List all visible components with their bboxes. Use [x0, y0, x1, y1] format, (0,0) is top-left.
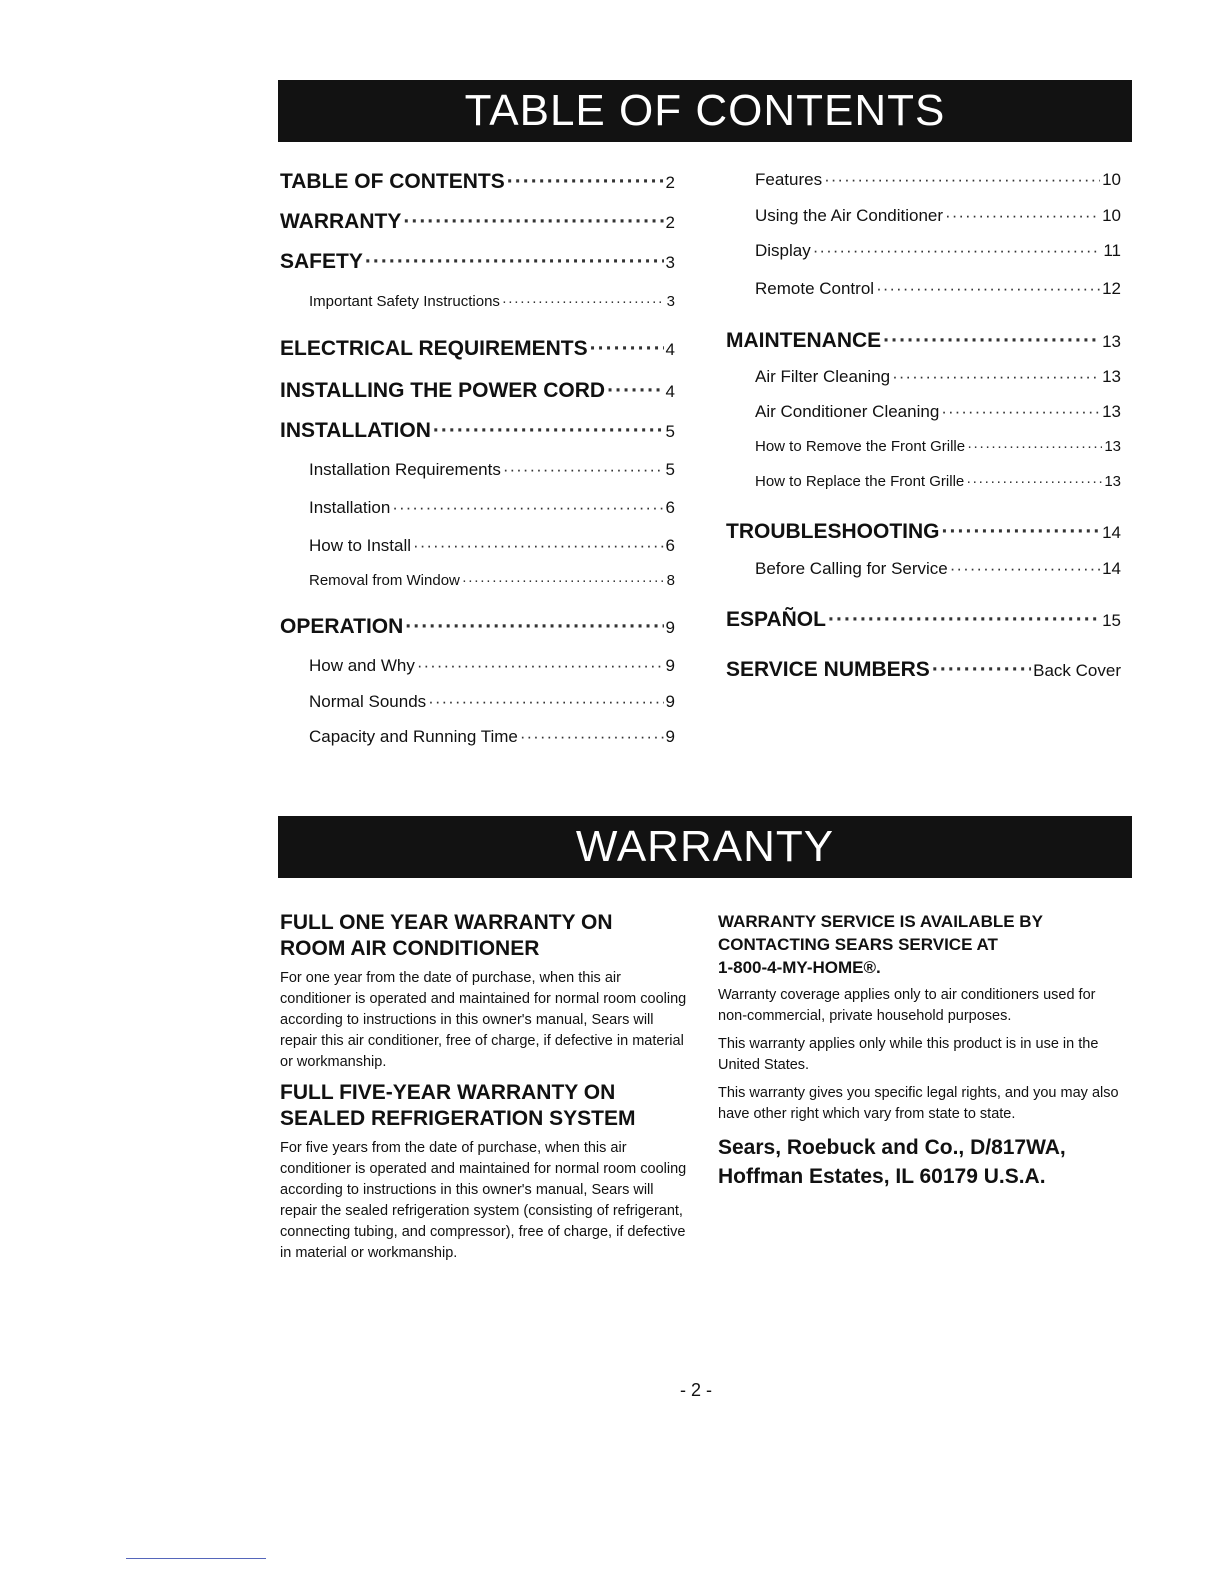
toc-entry-page: 10 — [1102, 206, 1121, 225]
page-number: - 2 - — [680, 1380, 713, 1400]
toc-entry-title: Capacity and Running Time — [309, 727, 518, 746]
warranty-service-heading-line1: WARRANTY SERVICE IS AVAILABLE BY — [718, 912, 1043, 931]
toc-entry — [280, 692, 675, 712]
toc-entry — [726, 520, 1121, 544]
toc-entry-title: SERVICE NUMBERS — [726, 658, 930, 681]
toc-entry-page: 2 — [665, 213, 675, 232]
toc-entry-page: 13 — [1102, 332, 1121, 351]
toc-entry-title: INSTALLATION — [280, 419, 431, 442]
toc-entry — [280, 379, 675, 403]
toc-entry — [726, 559, 1121, 579]
toc-entry — [726, 608, 1121, 632]
toc-leader-dots — [824, 170, 1100, 190]
toc-entry-page: 6 — [665, 536, 675, 555]
toc-entry — [726, 658, 1121, 682]
toc-entry-title: Installation Requirements — [309, 460, 501, 479]
toc-entry-page: 3 — [666, 293, 675, 310]
warranty-us-text: This warranty applies only while this product is in use in the United States. — [718, 1036, 1099, 1073]
warranty-service-heading-line2: CONTACTING SEARS SERVICE AT — [718, 935, 998, 954]
toc-entry-page: 4 — [665, 382, 675, 401]
toc-leader-dots — [507, 170, 664, 194]
toc-leader-dots — [428, 692, 663, 712]
toc-leader-dots — [892, 367, 1100, 387]
toc-leader-dots — [828, 608, 1100, 632]
toc-entry-title: Before Calling for Service — [755, 559, 948, 578]
toc-entry-page: 13 — [1104, 438, 1121, 455]
toc-entry — [280, 210, 675, 234]
warranty-coverage-text: Warranty coverage applies only to air conditioners used for non-commercial, private household purposes. — [718, 987, 1096, 1024]
toc-leader-dots — [945, 206, 1100, 226]
toc-entry-title: Air Filter Cleaning — [755, 367, 891, 386]
toc-entry-title: INSTALLING THE POWER CORD — [280, 379, 606, 402]
toc-entry — [280, 419, 675, 443]
toc-entry-title: ESPAÑOL — [726, 608, 826, 631]
toc-entry — [280, 536, 675, 556]
toc-entry-title: Features — [755, 170, 823, 189]
toc-entry-page: 10 — [1102, 170, 1121, 189]
warranty-right-column — [718, 910, 1128, 1191]
toc-entry-title: ELECTRICAL REQUIREMENTS — [280, 337, 588, 360]
toc-entry — [726, 206, 1121, 226]
toc-entry-title: SAFETY — [280, 250, 363, 273]
toc-entry — [280, 293, 675, 310]
toc-entry-page: 9 — [665, 692, 675, 711]
toc-entry-title: Air Conditioner Cleaning — [755, 402, 940, 421]
toc-entry-page: 9 — [665, 618, 675, 637]
toc-entry-page: 2 — [665, 173, 675, 192]
toc-entry-title: Normal Sounds — [309, 692, 427, 711]
toc-entry-title: Using the Air Conditioner — [755, 206, 944, 225]
toc-entry — [280, 656, 675, 676]
toc-entry-title: Display — [755, 241, 811, 260]
toc-entry — [280, 572, 675, 589]
toc-entry-page: 13 — [1102, 402, 1121, 421]
toc-leader-dots — [365, 250, 664, 274]
one-year-warranty-text: For one year from the date of purchase, when this air conditioner is operated and maintained for normal room cooling according to instructions in this owner's manual, Sears will repair this air conditioner, free of charge, if defective in material or workmanship. — [280, 970, 687, 1070]
toc-entry-title: Installation — [309, 498, 391, 517]
toc-leader-dots — [590, 337, 664, 361]
toc-entry — [726, 473, 1121, 490]
toc-entry — [726, 367, 1121, 387]
toc-leader-dots — [967, 438, 1102, 455]
toc-leader-dots — [392, 498, 663, 518]
toc-entry-page: 5 — [665, 422, 675, 441]
sears-address — [718, 1133, 1128, 1191]
toc-leader-dots — [883, 329, 1100, 353]
toc-entry-page: 15 — [1102, 611, 1121, 630]
toc-entry-page: 6 — [665, 498, 675, 517]
toc-leader-dots — [942, 520, 1101, 544]
toc-entry — [726, 402, 1121, 422]
warranty-left-column — [280, 910, 690, 1271]
toc-entry-title: Important Safety Instructions — [309, 293, 500, 310]
toc-entry-page: 3 — [665, 253, 675, 272]
toc-entry-title: MAINTENANCE — [726, 329, 882, 352]
toc-entry — [280, 498, 675, 518]
toc-leader-dots — [520, 727, 664, 747]
sears-address-line1: Sears, Roebuck and Co., D/817WA, — [718, 1136, 1066, 1159]
toc-leader-dots — [950, 559, 1100, 579]
warranty-service-phone: 1-800-4-MY-HOME®. — [718, 958, 881, 977]
toc-leader-dots — [966, 473, 1102, 490]
toc-entry-title: WARRANTY — [280, 210, 402, 233]
toc-entry-title: TABLE OF CONTENTS — [280, 170, 505, 193]
one-year-warranty-heading: FULL ONE YEAR WARRANTY ON ROOM AIR CONDITIONER — [280, 911, 613, 960]
five-year-warranty-heading: FULL FIVE-YEAR WARRANTY ON SEALED REFRIGERATION SYSTEM — [280, 1081, 636, 1130]
toc-entry-page: 9 — [665, 656, 675, 675]
toc-entry-page: 14 — [1102, 523, 1121, 542]
toc-entry-page: 4 — [665, 340, 675, 359]
toc-leader-dots — [462, 572, 665, 589]
toc-entry-page: 11 — [1103, 241, 1121, 260]
toc-entry — [280, 250, 675, 274]
toc-leader-dots — [503, 460, 664, 480]
sears-address-line2: Hoffman Estates, IL 60179 U.S.A. — [718, 1165, 1046, 1188]
toc-leader-dots — [417, 656, 664, 676]
toc-entry-title: How and Why — [309, 656, 415, 675]
toc-entry — [726, 329, 1121, 353]
toc-leader-dots — [941, 402, 1100, 422]
toc-entry — [726, 241, 1121, 261]
toc-leader-dots — [607, 379, 663, 403]
toc-entry-title: How to Replace the Front Grille — [755, 473, 965, 490]
toc-entry — [726, 170, 1121, 190]
five-year-warranty-text: For five years from the date of purchase, when this air conditioner is operated and maintained for normal room cooling according to instructions in this owner's manual, Sears will repair the sealed refrigeration system (consisting of refrigerant, connecting tubing, and compressor), free of charge, if defective in material or workmanship. — [280, 1140, 687, 1261]
toc-leader-dots — [932, 658, 1031, 682]
warranty-rights-text: This warranty gives you specific legal rights, and you may also have other right which vary from state to state. — [718, 1085, 1119, 1122]
toc-entry — [280, 337, 675, 361]
toc-leader-dots — [502, 293, 665, 310]
toc-leader-dots — [813, 241, 1102, 261]
toc-entry-page: 8 — [666, 572, 675, 589]
toc-entry-title: Removal from Window — [309, 572, 460, 589]
toc-leader-dots — [876, 279, 1100, 299]
toc-entry-page: 13 — [1104, 473, 1121, 490]
corner-rule — [126, 1558, 266, 1559]
toc-banner: TABLE OF CONTENTS — [278, 80, 1132, 142]
toc-leader-dots — [405, 615, 663, 639]
toc-entry — [726, 279, 1121, 299]
toc-entry — [280, 170, 675, 194]
warranty-banner: WARRANTY — [278, 816, 1132, 878]
toc-entry — [280, 460, 675, 480]
toc-entry-page: 9 — [665, 727, 675, 746]
toc-entry — [726, 438, 1121, 455]
warranty-service-heading — [718, 910, 1128, 979]
toc-entry — [280, 615, 675, 639]
toc-entry-page: 13 — [1102, 367, 1121, 386]
toc-entry-page: 5 — [665, 460, 675, 479]
toc-entry-title: OPERATION — [280, 615, 404, 638]
toc-entry-page: 12 — [1102, 279, 1121, 298]
toc-entry-page: Back Cover — [1033, 661, 1121, 680]
toc-entry-page: 14 — [1102, 559, 1121, 578]
toc-leader-dots — [413, 536, 663, 556]
toc-entry-title: TROUBLESHOOTING — [726, 520, 940, 543]
toc-entry-title: Remote Control — [755, 279, 875, 298]
toc-entry-title: How to Install — [309, 536, 412, 555]
toc-leader-dots — [433, 419, 664, 443]
toc-entry-title: How to Remove the Front Grille — [755, 438, 966, 455]
toc-leader-dots — [403, 210, 663, 234]
toc-entry — [280, 727, 675, 747]
